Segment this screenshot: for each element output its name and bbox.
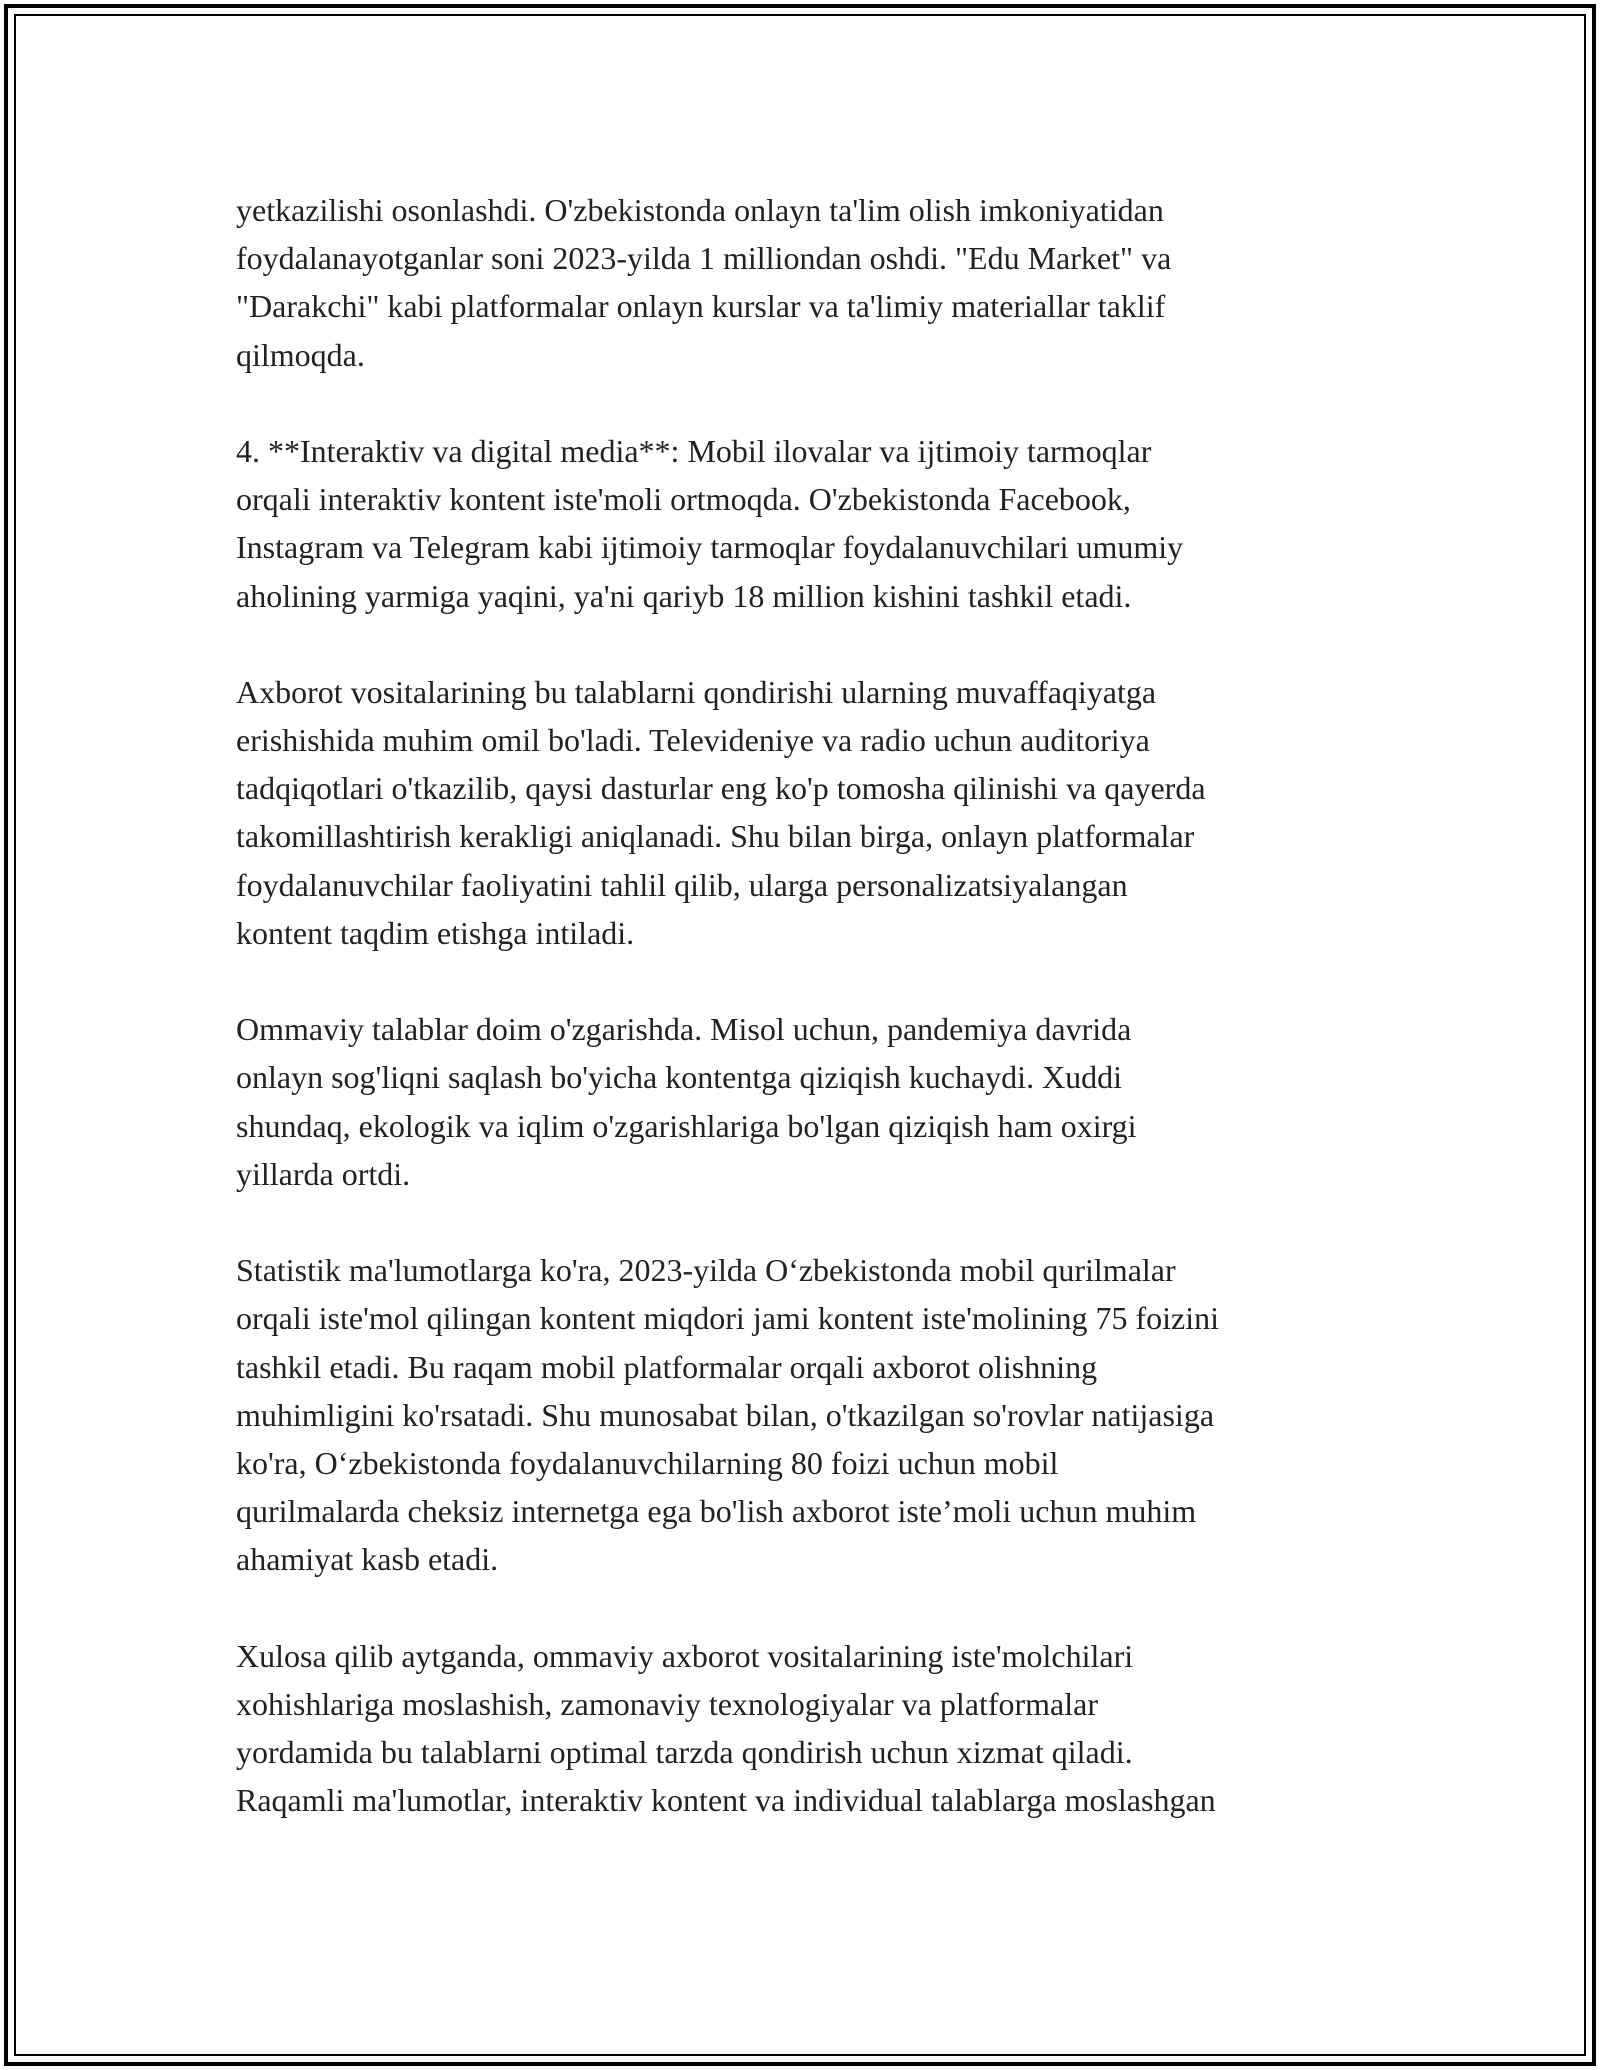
text-line: ko'ra, O‘zbekistonda foydalanuvchilarning 80 foizi uchun mobil <box>236 1444 1059 1481</box>
text-line: Ommaviy talablar doim o'zgarishda. Misol uchun, pandemiya davrida <box>236 1011 1132 1048</box>
text-line: Statistik ma'lumotlarga ko'ra, 2023-yilda O‘zbekistonda mobil qurilmalar <box>236 1252 1176 1289</box>
text-line: tadqiqotlari o'tkazilib, qaysi dasturlar eng ko'p tomosha qilinishi va qayerda <box>236 770 1206 807</box>
document-body <box>236 186 1370 1873</box>
text-line: shundaq, ekologik va iqlim o'zgarishlariga bo'lgan qiziqish ham oxirgi <box>236 1107 1137 1144</box>
text-line: Xulosa qilib aytganda, ommaviy axborot vositalarining iste'molchilari <box>236 1637 1134 1674</box>
text-line: ahamiyat kasb etadi. <box>236 1541 499 1578</box>
text-line: tashkil etadi. Bu raqam mobil platformalar orqali axborot olishning <box>236 1348 1098 1385</box>
text-line: onlayn sog'liqni saqlash bo'yicha kontentga qiziqish kuchaydi. Xuddi <box>236 1059 1123 1096</box>
text-line: 4. **Interaktiv va digital media**: Mobil ilovalar va ijtimoiy tarmoqlar <box>236 432 1152 469</box>
paragraph-interactive-media <box>236 427 1370 620</box>
paragraph-public-demand <box>236 1005 1370 1198</box>
text-line: foydalanuvchilar faoliyatini tahlil qilib, ularga personalizatsiyalangan <box>236 866 1128 903</box>
paragraph-conclusion <box>236 1632 1370 1825</box>
text-line: orqali iste'mol qilingan kontent miqdori jami kontent iste'molining 75 foizini <box>236 1300 1219 1337</box>
text-line: erishishida muhim omil bo'ladi. Televideniye va radio uchun auditoriya <box>236 722 1150 759</box>
text-line: Raqamli ma'lumotlar, interaktiv kontent va individual talablarga moslashgan <box>236 1782 1216 1819</box>
text-line: yetkazilishi osonlashdi. O'zbekistonda onlayn ta'lim olish imkoniyatidan <box>236 192 1164 228</box>
text-line: foydalanayotganlar soni 2023-yilda 1 milliondan oshdi. "Edu Market" va <box>236 240 1172 277</box>
paragraph-online-education <box>236 186 1370 379</box>
text-line: xohishlariga moslashish, zamonaviy texnologiyalar va platformalar <box>236 1685 1098 1722</box>
text-line: yillarda ortdi. <box>236 1155 411 1192</box>
text-line: yordamida bu talablarni optimal tarzda qondirish uchun xizmat qiladi. <box>236 1734 1133 1770</box>
text-line: takomillashtirish kerakligi aniqlanadi. Shu bilan birga, onlayn platformalar <box>236 818 1195 855</box>
text-line: muhimligini ko'rsatadi. Shu munosabat bilan, o'tkazilgan so'rovlar natijasiga <box>236 1396 1215 1433</box>
paragraph-statistics <box>236 1246 1370 1583</box>
text-line: qilmoqda. <box>236 336 365 373</box>
paragraph-media-success <box>236 668 1370 957</box>
text-line: "Darakchi" kabi platformalar onlayn kurslar va ta'limiy materiallar taklif <box>236 288 1166 325</box>
text-line: kontent taqdim etishga intiladi. <box>236 914 635 951</box>
text-line: qurilmalarda cheksiz internetga ega bo'lish axborot iste’moli uchun muhim <box>236 1493 1197 1530</box>
text-line: aholining yarmiga yaqini, ya'ni qariyb 18 million kishini tashkil etadi. <box>236 577 1132 614</box>
text-line: orqali interaktiv kontent iste'moli ortmoqda. O'zbekistonda Facebook, <box>236 481 1131 518</box>
text-line: Axborot vositalarining bu talablarni qondirishi ularning muvaffaqiyatga <box>236 673 1157 710</box>
text-line: Instagram va Telegram kabi ijtimoiy tarmoqlar foydalanuvchilari umumiy <box>236 529 1184 566</box>
